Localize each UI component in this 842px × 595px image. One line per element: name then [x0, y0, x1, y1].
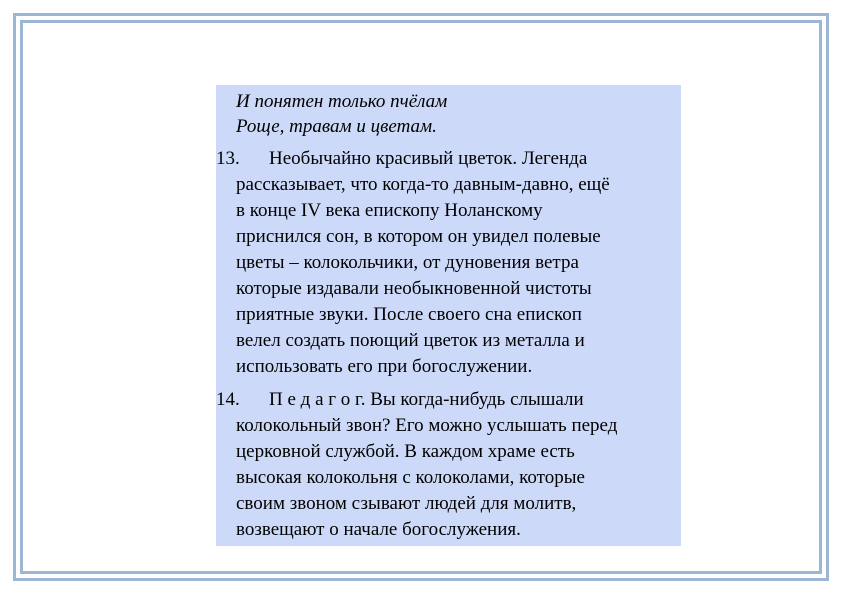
paragraph-line: приснился сон, в котором он увидел полевые: [236, 226, 601, 247]
paragraph-number: 13.: [216, 148, 240, 169]
poem-line-1: И понятен только пчёлам: [236, 91, 448, 112]
paragraph-number: 14.: [216, 389, 240, 410]
poem-quote: [236, 89, 447, 139]
paragraph-13: [216, 146, 681, 380]
paragraph-line: рассказывает, что когда-то давным-давно, ещё: [236, 174, 610, 195]
paragraph-14: [216, 387, 681, 543]
paragraph-line: приятные звуки. После своего сна епископ: [236, 304, 582, 325]
paragraph-line: велел создать поющий цветок из металла и: [236, 330, 585, 351]
paragraph-line: которые издавали необыкновенной чистоты: [236, 278, 592, 299]
paragraph-line: своим звоном сзывают людей для молитв,: [236, 493, 577, 514]
paragraph-line: использовать его при богослужении.: [236, 356, 533, 377]
text-box: [216, 85, 681, 546]
poem-line-2: Роще, травам и цветам.: [236, 116, 437, 137]
paragraph-line: колокольный звон? Его можно услышать перед: [236, 415, 618, 436]
paragraph-line: П е д а г о г. Вы когда-нибудь слышали: [269, 389, 584, 410]
paragraph-line: Необычайно красивый цветок. Легенда: [269, 148, 588, 169]
paragraph-line: высокая колокольня с колоколами, которые: [236, 467, 585, 488]
paragraph-line: цветы – колокольчики, от дуновения ветра: [236, 252, 579, 273]
paragraph-line: возвещают о начале богослужения.: [236, 519, 521, 540]
paragraph-line: в конце IV века епископу Ноланскому: [236, 200, 543, 221]
paragraph-line: церковной службой. В каждом храме есть: [236, 441, 575, 462]
